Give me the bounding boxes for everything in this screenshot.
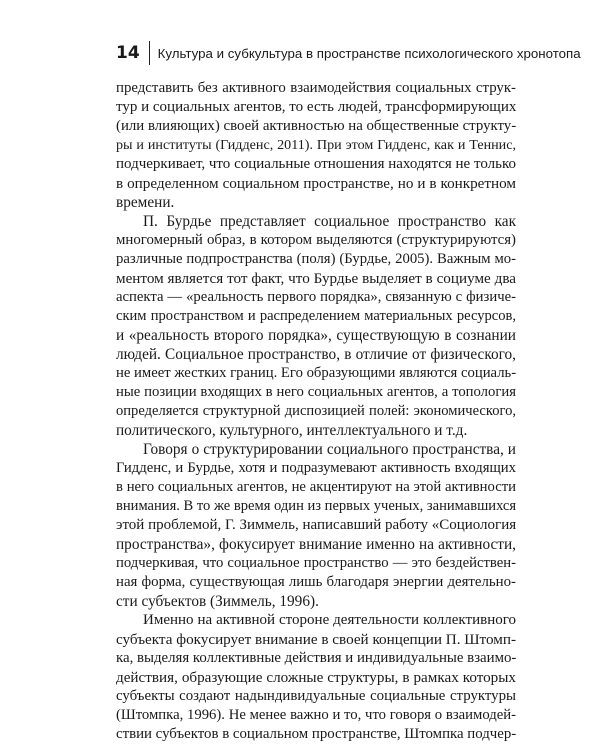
text-line: Гидденс, и Бурдье, хотя и подразумевают активность входящих xyxy=(116,460,516,476)
paragraph xyxy=(116,611,516,744)
text-line: пространства», фокусирует внимание именно на активности, xyxy=(116,536,516,553)
text-line: аспекта — «реальность первого порядка», связанную с физиче- xyxy=(116,289,516,305)
text-line: в него социальных агентов, не акцентируют на этой активности xyxy=(116,479,516,495)
text-line: ментом является тот факт, что Бурдье выделяет в социуме два xyxy=(116,270,516,287)
text-line: субъекта фокусирует внимание в своей концепции П. Штомп- xyxy=(116,631,516,648)
text-line: подчеркивает, что социальные отношения находятся не только xyxy=(116,156,516,172)
page-number: 14 xyxy=(116,43,140,63)
running-head xyxy=(116,42,581,64)
body-text xyxy=(116,79,516,744)
paragraph xyxy=(116,79,516,212)
text-line: этой проблемой, Г. Зиммель, написавший работу «Социология xyxy=(116,517,517,533)
text-line: ная форма, существующая лишь благодаря энергии деятельно- xyxy=(116,574,516,590)
text-line: времени. xyxy=(116,194,175,211)
text-line: ные позиции входящих в него социальных агентов, а топология xyxy=(116,384,516,400)
text-line: ствии субъектов в социальном пространстве, Штомпка подчер- xyxy=(116,726,517,742)
text-line: внимания. В то же время один из первых ученых, занимавшихся xyxy=(116,498,517,514)
text-line: ка, выделяя коллективные действия и индивидуальные взаимо- xyxy=(116,650,517,666)
text-line: представить без активного взаимодействия социальных струк- xyxy=(116,80,516,96)
text-line: действия, образующие сложные структуры, в рамках которых xyxy=(116,669,516,686)
text-line: Именно на активной стороне деятельности коллективного xyxy=(143,612,516,628)
text-line: людей. Социальное пространство, в отличие от физического, xyxy=(116,346,516,363)
text-line: политического, культурного, интеллектуального и т.д. xyxy=(116,422,468,439)
text-line: тур и социальных агентов, то есть людей, трансформирующих xyxy=(116,99,517,115)
text-line: субъекты создают надындивидуальные социальные структуры xyxy=(116,688,516,704)
header-divider xyxy=(149,41,150,65)
text-line: Говоря о структурировании социального пространства, и xyxy=(143,441,516,458)
text-line: подчеркивая, что социальное пространство — это бездействен- xyxy=(116,555,516,571)
text-line: П. Бурдье представляет социальное пространство как xyxy=(143,213,516,230)
text-line: многомерный образ, в котором выделяются (структурируются) xyxy=(116,232,516,248)
text-line: не имеет жестких границ. Его образующими являются социаль- xyxy=(116,365,517,381)
text-line: (Штомпка, 1996). Не менее важно и то, что говоря о взаимодей- xyxy=(116,707,516,723)
text-line: и «реальность второго порядка», существующую в сознании xyxy=(116,327,516,344)
running-title: Культура и субкультура в пространстве психологического хронотопа xyxy=(157,45,581,61)
text-line: различные подпространства (поля) (Бурдье, 2005). Важным мо- xyxy=(116,251,516,267)
text-line: ским пространством и распределением материальных ресурсов, xyxy=(116,308,516,324)
paragraph xyxy=(116,440,516,611)
paragraph xyxy=(116,212,516,440)
text-line: определяется структурной диспозицией полей: экономического, xyxy=(116,403,516,419)
text-line: в определенном социальном пространстве, но и в конкретном xyxy=(116,175,516,192)
text-line: (или влияющих) своей активностью на общественные структу- xyxy=(116,118,517,134)
text-line: сти субъектов (Зиммель, 1996). xyxy=(116,593,319,610)
text-line: ры и институты (Гидденс, 2011). При этом Гидденс, как и Теннис, xyxy=(116,137,516,153)
